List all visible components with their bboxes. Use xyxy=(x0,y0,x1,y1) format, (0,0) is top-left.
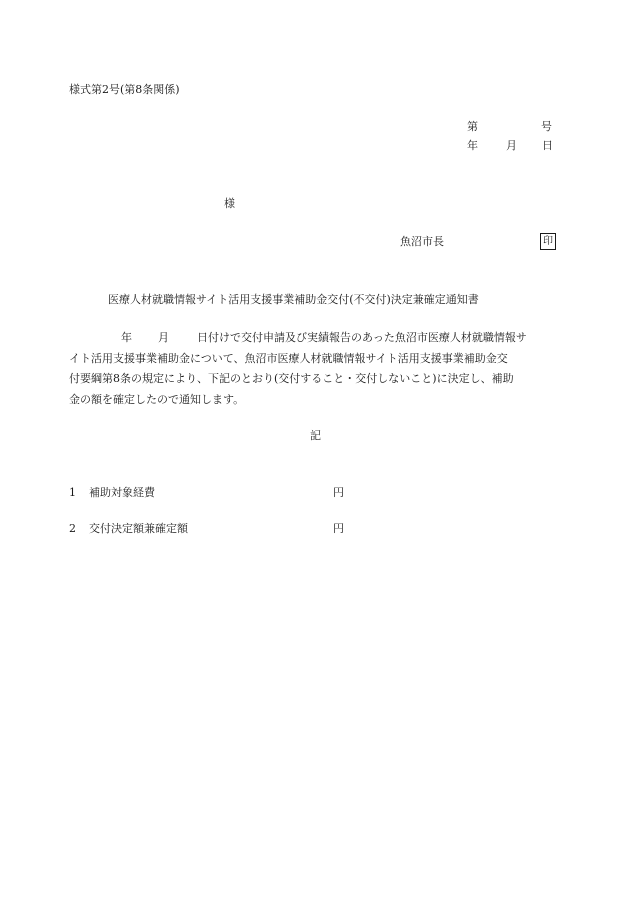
date-day: 日 xyxy=(542,139,553,152)
body-line-4: 金の額を確定したので通知します。 xyxy=(69,392,245,406)
item-label-2: 交付決定額兼確定額 xyxy=(89,522,188,535)
seal-mark: 印 xyxy=(540,233,556,250)
date-year: 年 xyxy=(467,139,478,152)
issuer-name: 魚沼市長 xyxy=(400,235,444,248)
addressee-suffix: 様 xyxy=(224,197,235,210)
body-year: 年 xyxy=(121,331,132,344)
item-number-2: 2 xyxy=(69,522,76,535)
doc-number-prefix: 第 xyxy=(467,120,478,133)
document-title: 医療人材就職情報サイト活用支援事業補助金交付(不交付)決定兼確定通知書 xyxy=(108,293,479,306)
form-label: 様式第2号(第8条関係) xyxy=(69,83,180,96)
item-unit-2: 円 xyxy=(333,522,344,535)
doc-number-suffix: 号 xyxy=(541,120,552,133)
body-month: 月 xyxy=(158,331,169,344)
ki-heading: 記 xyxy=(310,429,321,442)
item-unit-1: 円 xyxy=(333,486,344,499)
body-line-1-text: 日付けで交付申請及び実績報告のあった魚沼市医療人材就職情報サ xyxy=(197,331,527,344)
date-month: 月 xyxy=(506,139,517,152)
body-line-1 xyxy=(69,328,561,349)
notice-body xyxy=(69,328,561,410)
item-number-1: 1 xyxy=(69,486,76,499)
item-label-1: 補助対象経費 xyxy=(89,486,155,499)
body-line-3: 付要綱第8条の規定により、下記のとおり(交付すること・交付しないこと)に決定し、補助 xyxy=(69,372,514,385)
body-line-2: イト活用支援事業補助金について、魚沼市医療人材就職情報サイト活用支援事業補助金交 xyxy=(69,351,508,365)
